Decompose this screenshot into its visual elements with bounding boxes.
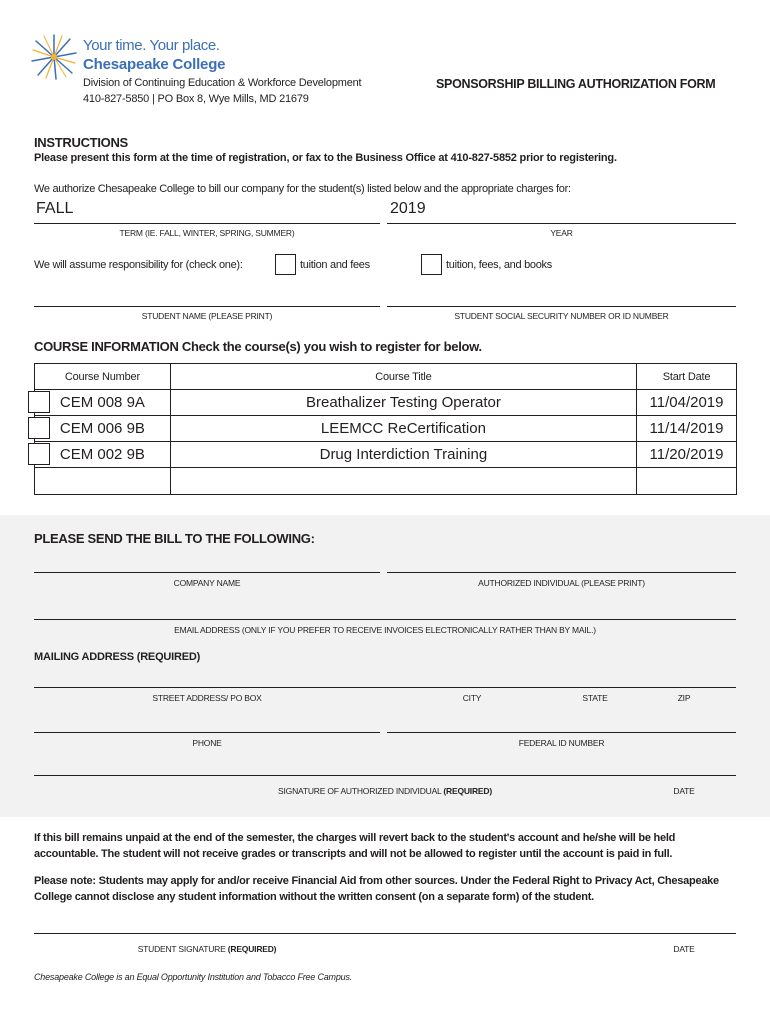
instructions-heading: INSTRUCTIONS — [34, 135, 128, 150]
course-table — [34, 363, 737, 495]
required-marker: (REQUIRED) — [443, 786, 492, 796]
footer-text: Chesapeake College is an Equal Opportunity Institution and Tobacco Free Campus. — [34, 972, 353, 982]
responsibility-label: We will assume responsibility for (check one): — [34, 259, 243, 271]
tuition-fees-books-label: tuition, fees, and books — [446, 259, 552, 271]
empty-cell[interactable] — [35, 468, 171, 495]
tuition-fees-books-checkbox[interactable] — [421, 254, 442, 275]
form-title: SPONSORSHIP BILLING AUTHORIZATION FORM — [436, 77, 716, 91]
email-caption: EMAIL ADDRESS (ONLY IF YOU PREFER TO RECEIVE INVOICES ELECTRONICALLY RATHER THAN BY MAIL.) — [174, 625, 596, 635]
student-id-caption: STUDENT SOCIAL SECURITY NUMBER OR ID NUMBER — [454, 311, 669, 321]
year-caption: YEAR — [550, 228, 573, 238]
table-row — [35, 390, 737, 416]
signature-caption-text: SIGNATURE OF AUTHORIZED INDIVIDUAL — [278, 786, 442, 796]
term-line — [34, 223, 380, 224]
start-date: 11/04/2019 — [637, 390, 737, 416]
phone-field[interactable] — [34, 732, 380, 733]
street-address-field[interactable] — [34, 687, 736, 688]
term-field[interactable]: FALL — [36, 200, 74, 217]
billing-panel — [0, 515, 770, 817]
term-caption: TERM (IE. FALL, WINTER, SPRING, SUMMER) — [119, 228, 295, 238]
phone-caption: PHONE — [192, 738, 222, 748]
company-name-field[interactable] — [34, 572, 380, 573]
column-header-course-number: Course Number — [35, 364, 171, 390]
student-signature-field[interactable] — [34, 933, 736, 934]
start-date: 11/20/2019 — [637, 442, 737, 468]
authorized-individual-caption: AUTHORIZED INDIVIDUAL (PLEASE PRINT) — [478, 578, 645, 588]
tuition-fees-checkbox[interactable] — [275, 254, 296, 275]
student-signature-text: STUDENT SIGNATURE — [137, 944, 226, 954]
division-name: Division of Continuing Education & Workforce Development — [83, 77, 362, 89]
unpaid-notice: If this bill remains unpaid at the end of the semester, the charges will revert back to the student's account and he/she will be held accountable. The student will not receive grades or transcripts and will not be allowed to register until the account is paid in full. — [34, 832, 676, 860]
course-title: LEEMCC ReCertification — [170, 416, 636, 442]
date-caption: DATE — [673, 786, 695, 796]
course-title: Drug Interdiction Training — [170, 442, 636, 468]
authorized-individual-field[interactable] — [387, 572, 736, 573]
financial-aid-notice: Please note: Students may apply for and/or receive Financial Aid from other sources. Under the Federal Right to Privacy Act, Chesapeake College cannot disclose any student information without the written consent (on a separate form) of the student. — [34, 875, 719, 903]
student-name-field[interactable] — [34, 306, 380, 307]
billing-heading: PLEASE SEND THE BILL TO THE FOLLOWING: — [34, 531, 315, 546]
company-name-caption: COMPANY NAME — [173, 578, 241, 588]
start-date: 11/14/2019 — [637, 416, 737, 442]
federal-id-field[interactable] — [387, 732, 736, 733]
state-caption: STATE — [582, 693, 608, 703]
tagline: Your time. Your place. — [83, 37, 220, 54]
course-number: CEM 008 9A — [35, 390, 171, 416]
mailing-address-heading: MAILING ADDRESS (REQUIRED) — [34, 651, 201, 663]
year-line — [387, 223, 736, 224]
empty-cell[interactable] — [637, 468, 737, 495]
table-row-empty — [35, 468, 737, 495]
city-caption: CITY — [462, 693, 482, 703]
course-number: CEM 006 9B — [35, 416, 171, 442]
empty-cell[interactable] — [170, 468, 636, 495]
college-name: Chesapeake College — [83, 56, 226, 73]
tuition-fees-label: tuition and fees — [300, 259, 370, 271]
street-address-caption: STREET ADDRESS/ PO BOX — [152, 693, 262, 703]
student-name-caption: STUDENT NAME (PLEASE PRINT) — [141, 311, 273, 321]
course-checkbox-1[interactable] — [28, 391, 50, 413]
contact-info: 410-827-5850 | PO Box 8, Wye Mills, MD 21679 — [83, 93, 309, 105]
student-signature-caption — [34, 944, 380, 954]
authorized-signature-field[interactable] — [34, 775, 736, 776]
authorize-text: We authorize Chesapeake College to bill our company for the student(s) listed below and the appropriate charges for: — [34, 183, 571, 195]
year-field[interactable]: 2019 — [390, 200, 426, 217]
course-checkbox-3[interactable] — [28, 443, 50, 465]
student-date-caption: DATE — [673, 944, 695, 954]
authorized-signature-caption — [34, 786, 736, 796]
course-title: Breathalizer Testing Operator — [170, 390, 636, 416]
table-row — [35, 416, 737, 442]
course-info-heading: COURSE INFORMATION Check the course(s) you wish to register for below. — [34, 339, 482, 354]
column-header-start-date: Start Date — [637, 364, 737, 390]
column-header-course-title: Course Title — [170, 364, 636, 390]
required-marker: (REQUIRED) — [227, 944, 277, 954]
zip-caption: ZIP — [677, 693, 691, 703]
student-id-field[interactable] — [387, 306, 736, 307]
instructions-text: Please present this form at the time of registration, or fax to the Business Office at 410-827-5852 prior to registering. — [34, 152, 617, 164]
federal-id-caption: FEDERAL ID NUMBER — [518, 738, 605, 748]
email-field[interactable] — [34, 619, 736, 620]
table-row — [35, 442, 737, 468]
sunburst-logo-icon — [30, 33, 78, 81]
course-checkbox-2[interactable] — [28, 417, 50, 439]
course-number: CEM 002 9B — [35, 442, 171, 468]
